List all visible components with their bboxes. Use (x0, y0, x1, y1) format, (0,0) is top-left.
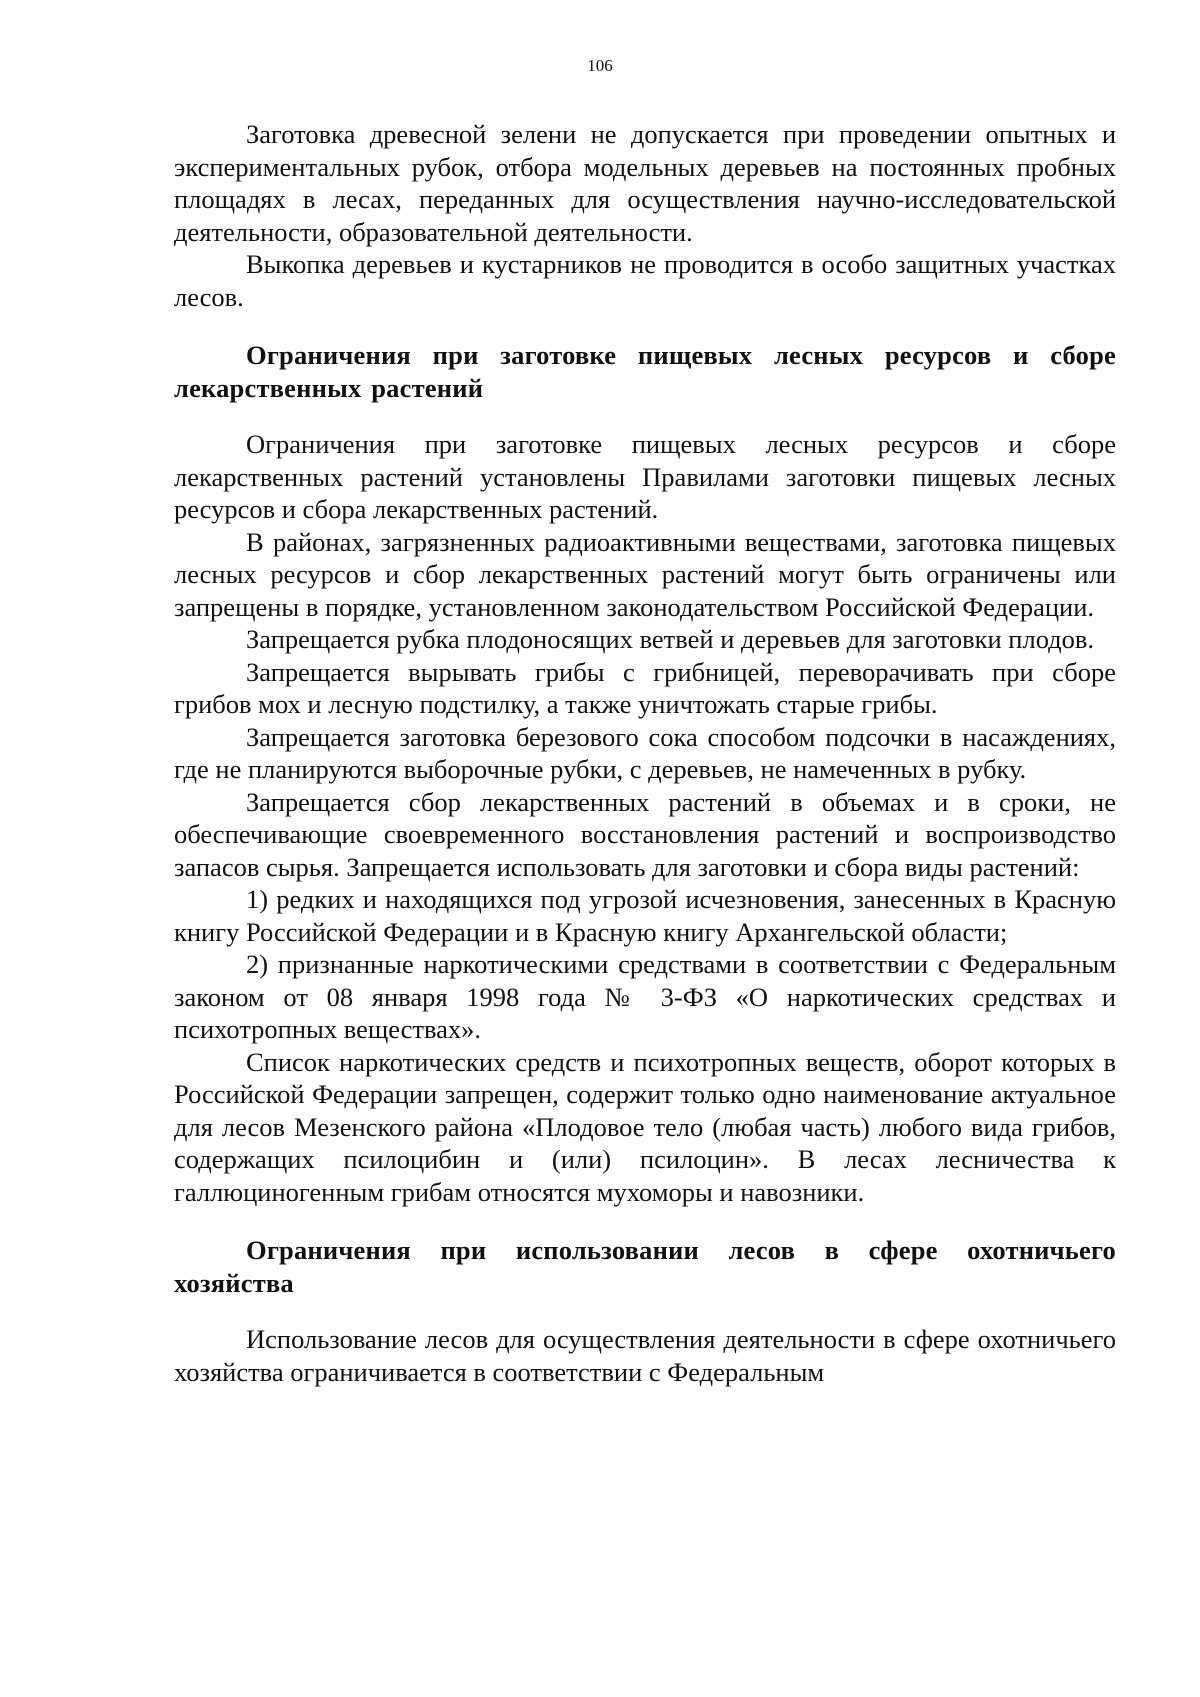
paragraph: Заготовка древесной зелени не допускается при проведении опытных и экспериментальных рубок, отбора модельных деревьев на постоянных пробных площадях в лесах, переданных для осуществления научно-исследовательской деятельности, образовательной деятельности. (174, 119, 1116, 247)
section-heading: Ограничения при использовании лесов в сфере охотничьего хозяйства (174, 1235, 1116, 1298)
paragraph: Запрещается заготовка березового сока способом подсочки в насаждениях, где не планируются выборочные рубки, с деревьев, не намеченных в рубку. (174, 721, 1116, 784)
section-heading: Ограничения при заготовке пищевых лесных ресурсов и сборе лекарственных растений (174, 340, 1116, 403)
paragraph: Список наркотических средств и психотропных веществ, оборот которых в Российской Федерации запрещен, содержит только одно наименование актуальное для лесов Мезенского района «Плодовое тело (любая часть) любого вида грибов, содержащих псилоцибин и (или) псилоцин». В лесах лесничества к галлюциногенным грибам относятся мухоморы и навозники. (174, 1046, 1116, 1207)
list-item: 1) редких и находящихся под угрозой исчезновения, занесенных в Красную книгу Российской Федерации и в Красную книгу Архангельской области; (174, 884, 1116, 947)
paragraph: Запрещается сбор лекарственных растений в объемах и в сроки, не обеспечивающие своевременного восстановления растений и воспроизводство запасов сырья. Запрещается использовать для заготовки и сбора виды растений: (174, 786, 1116, 882)
document-body (174, 118, 1116, 1388)
paragraph: Запрещается вырывать грибы с грибницей, переворачивать при сборе грибов мох и лесную подстилку, а также уничтожать старые грибы. (174, 656, 1116, 719)
paragraph: В районах, загрязненных радиоактивными веществами, заготовка пищевых лесных ресурсов и сбор лекарственных растений могут быть ограничены или запрещены в порядке, установленном законодательством Российской Федерации. (174, 526, 1116, 622)
paragraph: Ограничения при заготовке пищевых лесных ресурсов и сборе лекарственных растений установлены Правилами заготовки пищевых лесных ресурсов и сбора лекарственных растений. (174, 429, 1116, 524)
list-item: 2) признанные наркотическими средствами в соответствии с Федеральным законом от 08 января 1998 года № 3-ФЗ «О наркотических средствах и психотропных веществах». (174, 949, 1116, 1044)
paragraph: Запрещается рубка плодоносящих ветвей и деревьев для заготовки плодов. (246, 624, 1095, 654)
paragraph: Выкопка деревьев и кустарников не проводится в особо защитных участках лесов. (174, 249, 1116, 312)
page-number: 106 (587, 56, 613, 75)
paragraph: Использование лесов для осуществления деятельности в сфере охотничьего хозяйства ограничивается в соответствии с Федеральным (174, 1324, 1116, 1387)
